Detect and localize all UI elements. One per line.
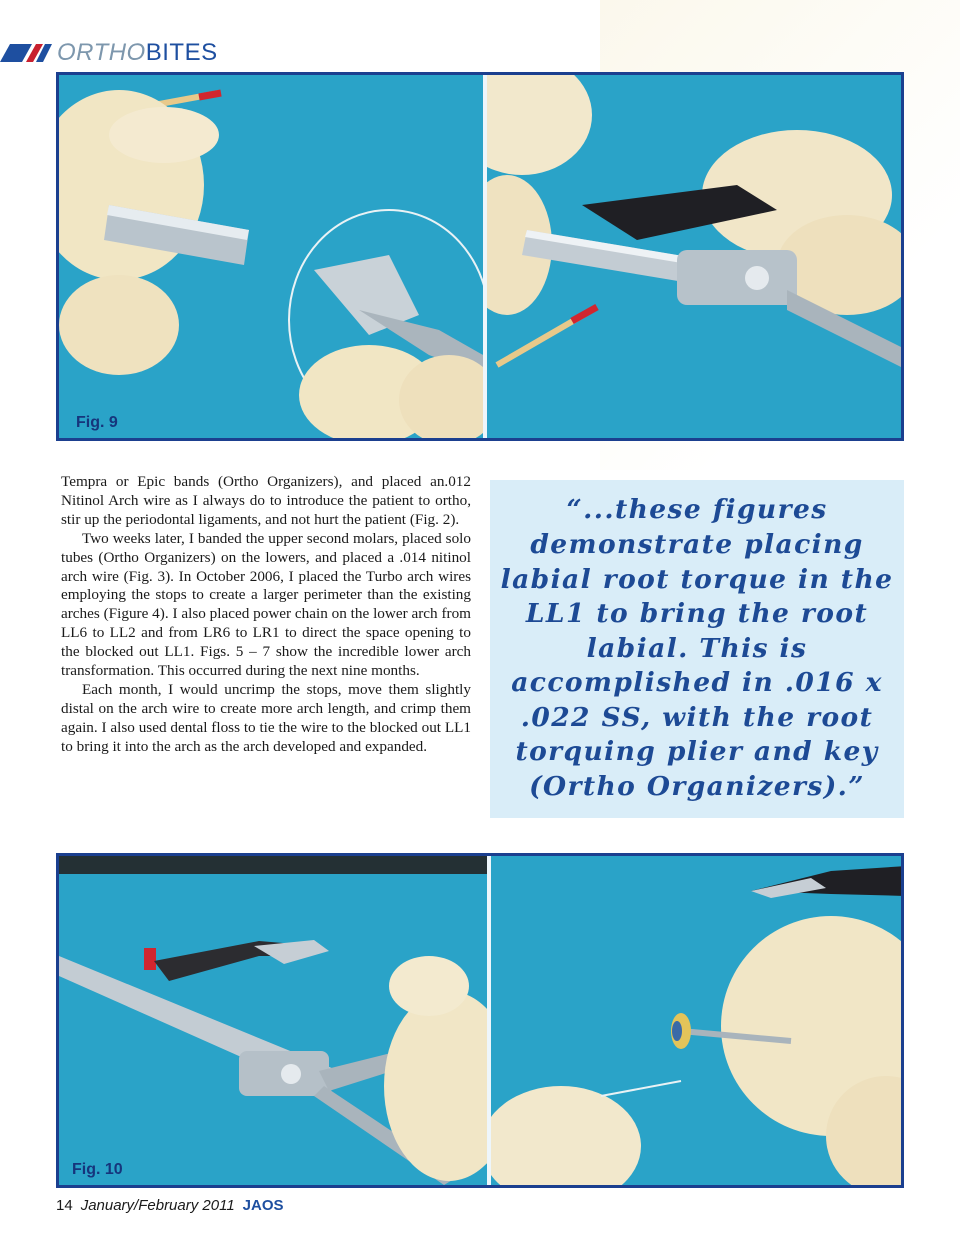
figure-9-divider	[483, 75, 487, 438]
pull-quote-text: “...these figures demonstrate placing labial root torque in the LL1 to bring the root labial. This is accomplished in .016 x .022 SS, with the root torquing plier and key (Ortho Organizers).”	[500, 494, 894, 803]
pull-quote-box	[490, 480, 904, 818]
body-paragraph-2: Two weeks later, I banded the upper second molars, placed solo tubes (Ortho Organizers) on the lowers, and placed a .014 nitinol arch wire (Fig. 3). In October 2006, I placed the Turbo arch wires employing the stops to create a larger perimeter than the existing arches (Figure 4). I also placed power chain on the lower arch from LL6 to LL2 and from LR6 to LR1 to direct the space opening to the blocked out LL1. Figs. 5 – 7 show the incredible lower arch transformation. This occurred during the next nine months.	[61, 529, 471, 680]
article-body	[61, 473, 471, 757]
figure-9-photo	[56, 72, 904, 441]
journal-name: JAOS	[242, 1197, 284, 1214]
figure-10-label: Fig. 10	[72, 1161, 123, 1178]
section-title	[57, 39, 218, 67]
figure-10-photo	[56, 853, 904, 1188]
issue-date: January/February 2011	[80, 1197, 235, 1214]
figure-9-right-photo	[487, 75, 904, 438]
section-header	[0, 38, 400, 68]
page-footer	[56, 1197, 284, 1214]
figure-10-divider	[487, 856, 491, 1185]
figure-10-right-photo	[491, 856, 904, 1185]
section-title-part1: ORTHO	[57, 39, 146, 66]
body-paragraph-1: Tempra or Epic bands (Ortho Organizers), and placed an.012 Nitinol Arch wire as I always do to introduce the patient to ortho, stir up the periodontal ligaments, and not hurt the patient (Fig. 2).	[61, 473, 471, 528]
section-title-part2: BITES	[145, 39, 218, 66]
page-number: 14	[56, 1197, 73, 1214]
header-stripes-logo	[0, 44, 52, 62]
figure-9-left-photo	[59, 75, 483, 438]
body-paragraph-3: Each month, I would uncrimp the stops, move them slightly distal on the arch wire to create more arch length, and crimp them again. I also used dental floss to tie the wire to the blocked out LL1 to bring it into the arch as the arch developed and expanded.	[61, 680, 471, 755]
figure-9-label: Fig. 9	[76, 414, 118, 431]
figure-10-left-photo	[59, 856, 487, 1185]
